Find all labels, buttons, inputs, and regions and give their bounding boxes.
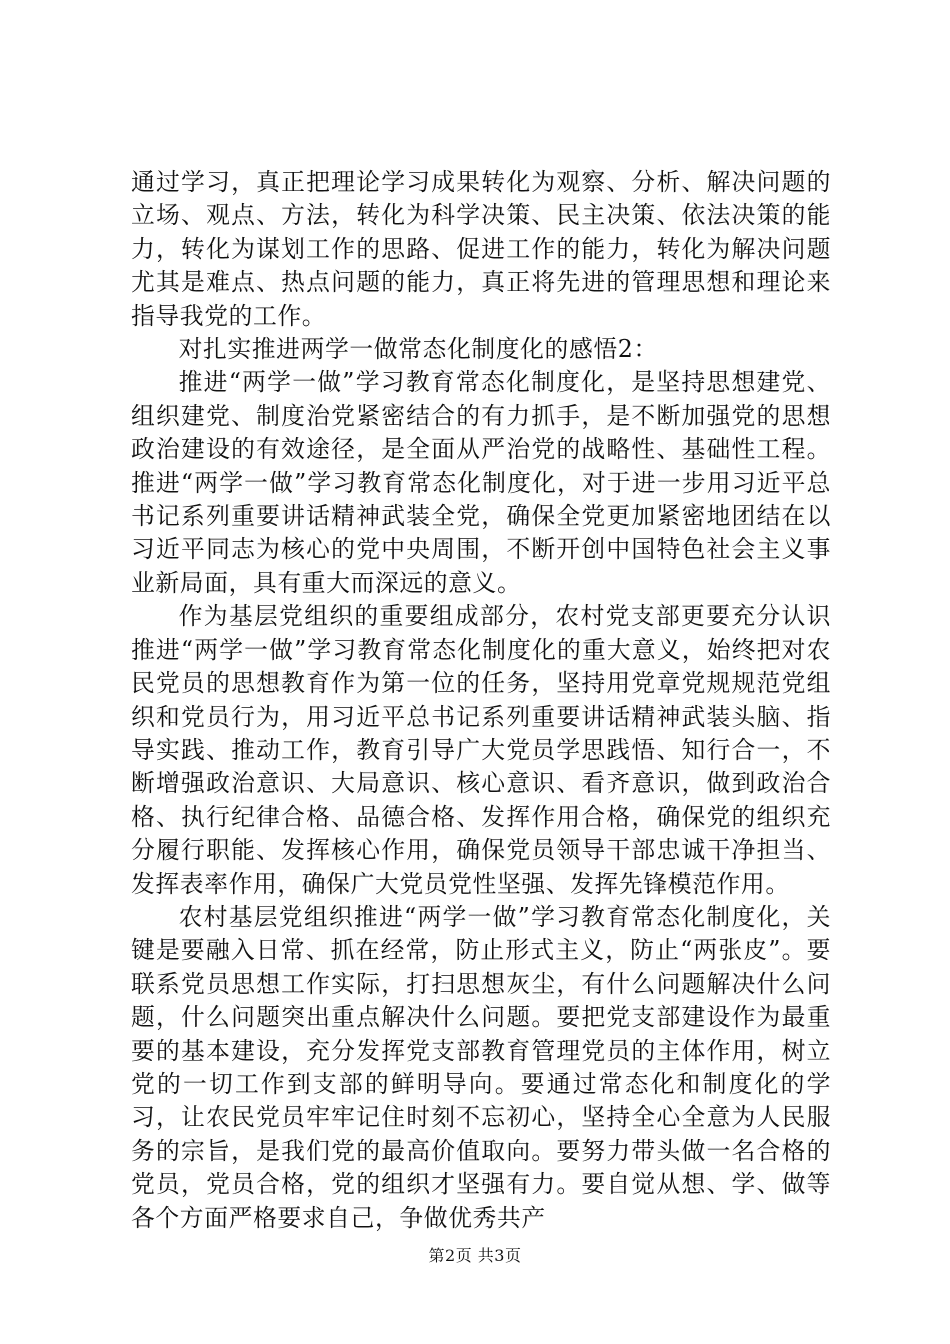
document-body bbox=[131, 166, 831, 1235]
paragraph: 作为基层党组织的重要组成部分，农村党支部更要充分认识推进“两学一做”学习教育常态化制度化的重大意义，始终把对农民党员的思想教育作为第一位的任务，坚持用党章党规规范党组织和党员行为，用习近平总书记系列重要讲话精神武装头脑、指导实践、推动工作，教育引导广大党员学思践悟、知行合一，不断增强政治意识、大局意识、核心意识、看齐意识，做到政治合格、执行纪律合格、品德合格、发挥作用合格，确保党的组织充分履行职能、发挥核心作用，确保党员领导干部忠诚干净担当、发挥表率作用，确保广大党员党性坚强、发挥先锋模范作用。 bbox=[131, 602, 831, 898]
page-number-footer: 第2页 共3页 bbox=[428, 1246, 522, 1265]
paragraph: 农村基层党组织推进“两学一做”学习教育常态化制度化，关键是要融入日常、抓在经常，防止形式主义，防止“两张皮”。要联系党员思想工作实际，打扫思想灰尘，有什么问题解决什么问题，什么问题突出重点解决什么问题。要把党支部建设作为最重要的基本建设，充分发挥党支部教育管理党员的主体作用，树立党的一切工作到支部的鲜明导向。要通过常态化和制度化的学习，让农民党员牢牢记住时刻不忘初心，坚持全心全意为人民服务的宗旨，是我们党的最高价值取向。要努力带头做一名合格的党员，党员合格，党的组织才坚强有力。要自觉从想、学、做等各个方面严格要求自己，争做优秀共产 bbox=[131, 902, 831, 1232]
paragraph-continuation: 通过学习，真正把理论学习成果转化为观察、分析、解决问题的立场、观点、方法，转化为科学决策、民主决策、依法决策的能力，转化为谋划工作的思路、促进工作的能力，转化为解决问题尤其是难点、热点问题的能力，真正将先进的管理思想和理论来指导我党的工作。 bbox=[131, 168, 831, 330]
section-heading: 对扎实推进两学一做常态化制度化的感悟2： bbox=[178, 335, 658, 364]
paragraph: 推进“两学一做”学习教育常态化制度化，是坚持思想建党、组织建党、制度治党紧密结合的有力抓手，是不断加强党的思想政治建设的有效途径，是全面从严治党的战略性、基础性工程。推进“两学一做”学习教育常态化制度化，对于进一步用习近平总书记系列重要讲话精神武装全党，确保全党更加紧密地团结在以习近平同志为核心的党中央周围，不断开创中国特色社会主义事业新局面，具有重大而深远的意义。 bbox=[131, 368, 831, 597]
